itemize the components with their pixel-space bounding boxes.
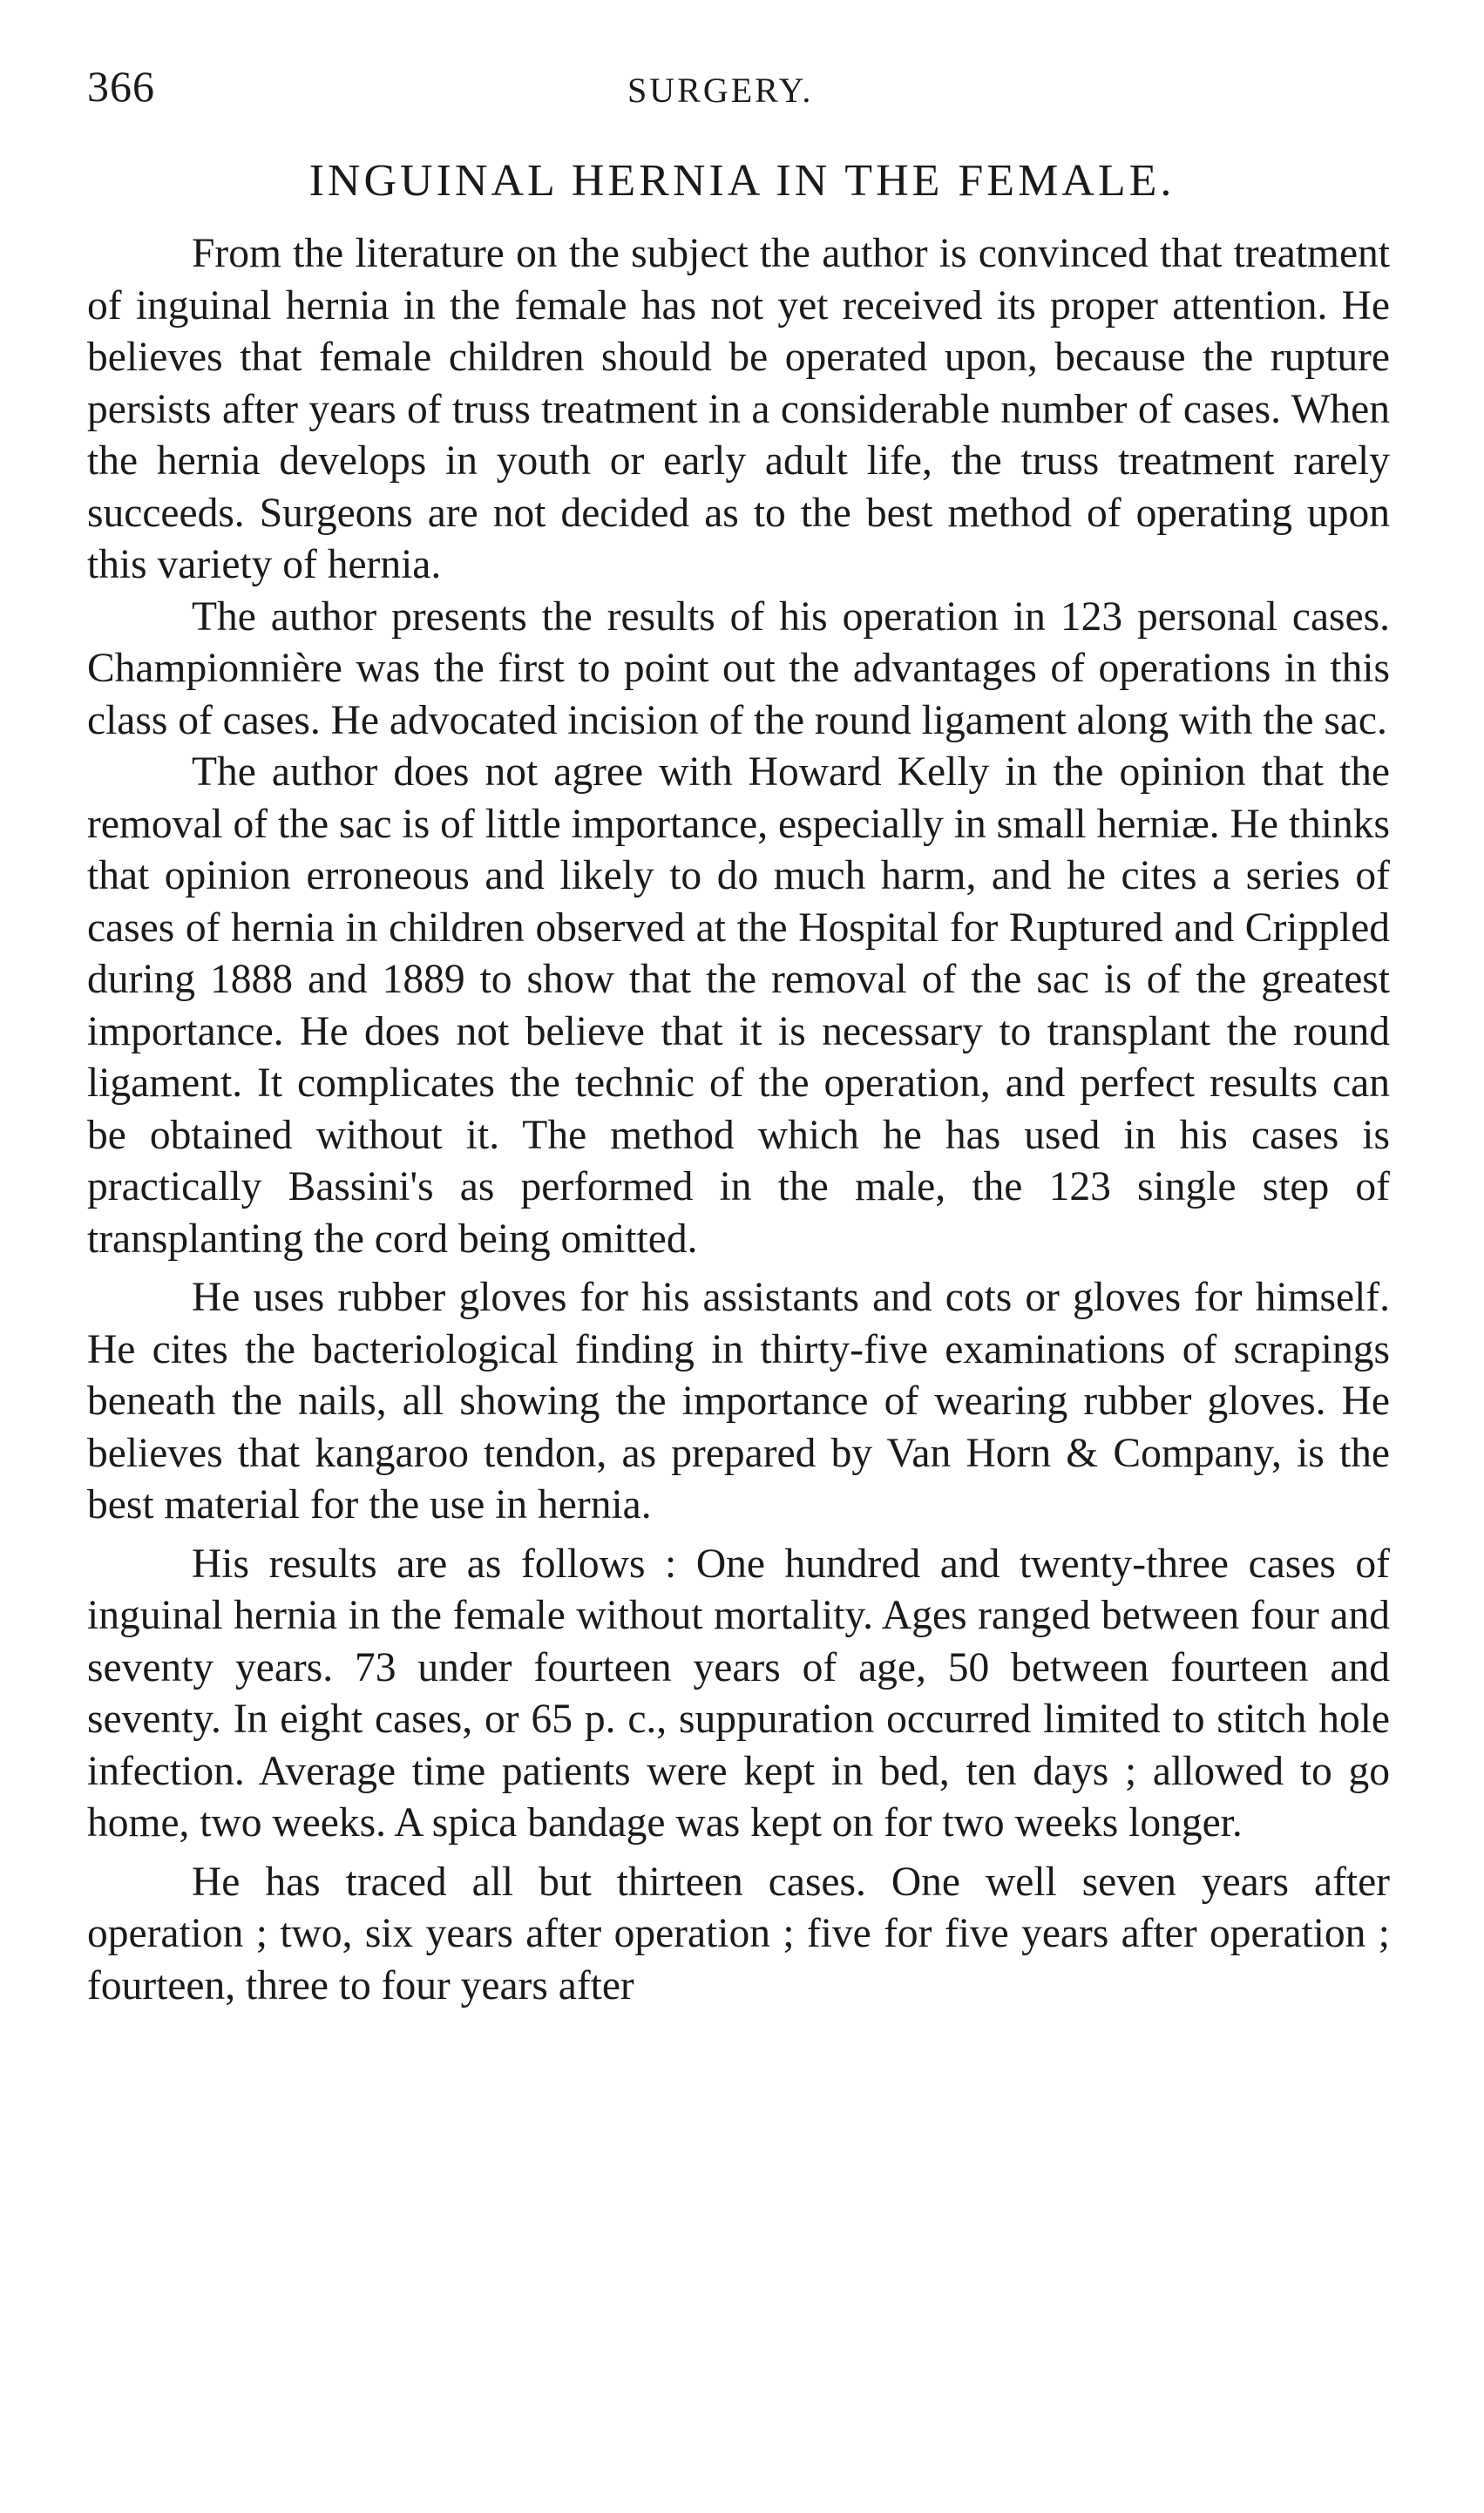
page-number: 366 bbox=[87, 62, 155, 111]
article-title: INGUINAL HERNIA IN THE FEMALE. bbox=[308, 156, 1176, 206]
paragraph: The author does not agree with Howard Kelly in the opinion that the removal of the sac is of little importance, especially in small herniæ. He thinks that opinion erroneous and likely to do much harm, and he cites a series of cases of hernia in children observed at the Hospital for Ruptured and Crippled during 1888 and 1889 to show that the removal of the sac is of the greatest importance. He does not believe that it is necessary to transplant the round ligament. It complicates the technic of the operation, and perfect results can be obtained without it. The method which he has used in his cases is practically Bassini's as performed in the male, the 123 single step of transplanting the cord being omitted. bbox=[87, 749, 1390, 1262]
paragraph: The author presents the results of his operation in 123 personal cases. Championnière was the first to point out the advantages of operations in this class of cases. He advocated incision of the round ligament along with the sac. bbox=[87, 593, 1390, 743]
paragraph: His results are as follows : One hundred and twenty-three cases of inguinal hernia in the female without mortality. Ages ranged between four and seventy years. 73 under fourteen years of age, 50 between fourteen and seventy. In eight cases, or 65 p. c., suppuration occurred limited to stitch hole infection. Average time patients were kept in bed, ten days ; allowed to go home, two weeks. A spica bandage was kept on for two weeks longer. bbox=[87, 1541, 1390, 1846]
paragraph: From the literature on the subject the author is convinced that treatment of inguinal hernia in the female has not yet received its proper attention. He believes that female children should be operated upon, because the rupture persists after years of truss treatment in a considerable number of cases. When the hernia develops in youth or early adult life, the truss treatment rarely succeeds. Surgeons are not decided as to the best method of operating upon this variety of hernia. bbox=[87, 231, 1390, 587]
article-body bbox=[87, 228, 1390, 2012]
running-title: SURGERY. bbox=[627, 71, 814, 110]
paragraph: He uses rubber gloves for his assistants and cots or gloves for himself. He cites the bacteriological finding in thirty-five examinations of scrapings beneath the nails, all showing the importance of wearing rubber gloves. He believes that kangaroo tendon, as prepared by Van Horn & Company, is the best material for the use in hernia. bbox=[87, 1275, 1390, 1527]
paragraph: He has traced all but thirteen cases. One well seven years after operation ; two, six years after operation ; five for five years after operation ; fourteen, three to four years after bbox=[87, 1859, 1390, 2008]
running-head bbox=[87, 61, 1394, 122]
